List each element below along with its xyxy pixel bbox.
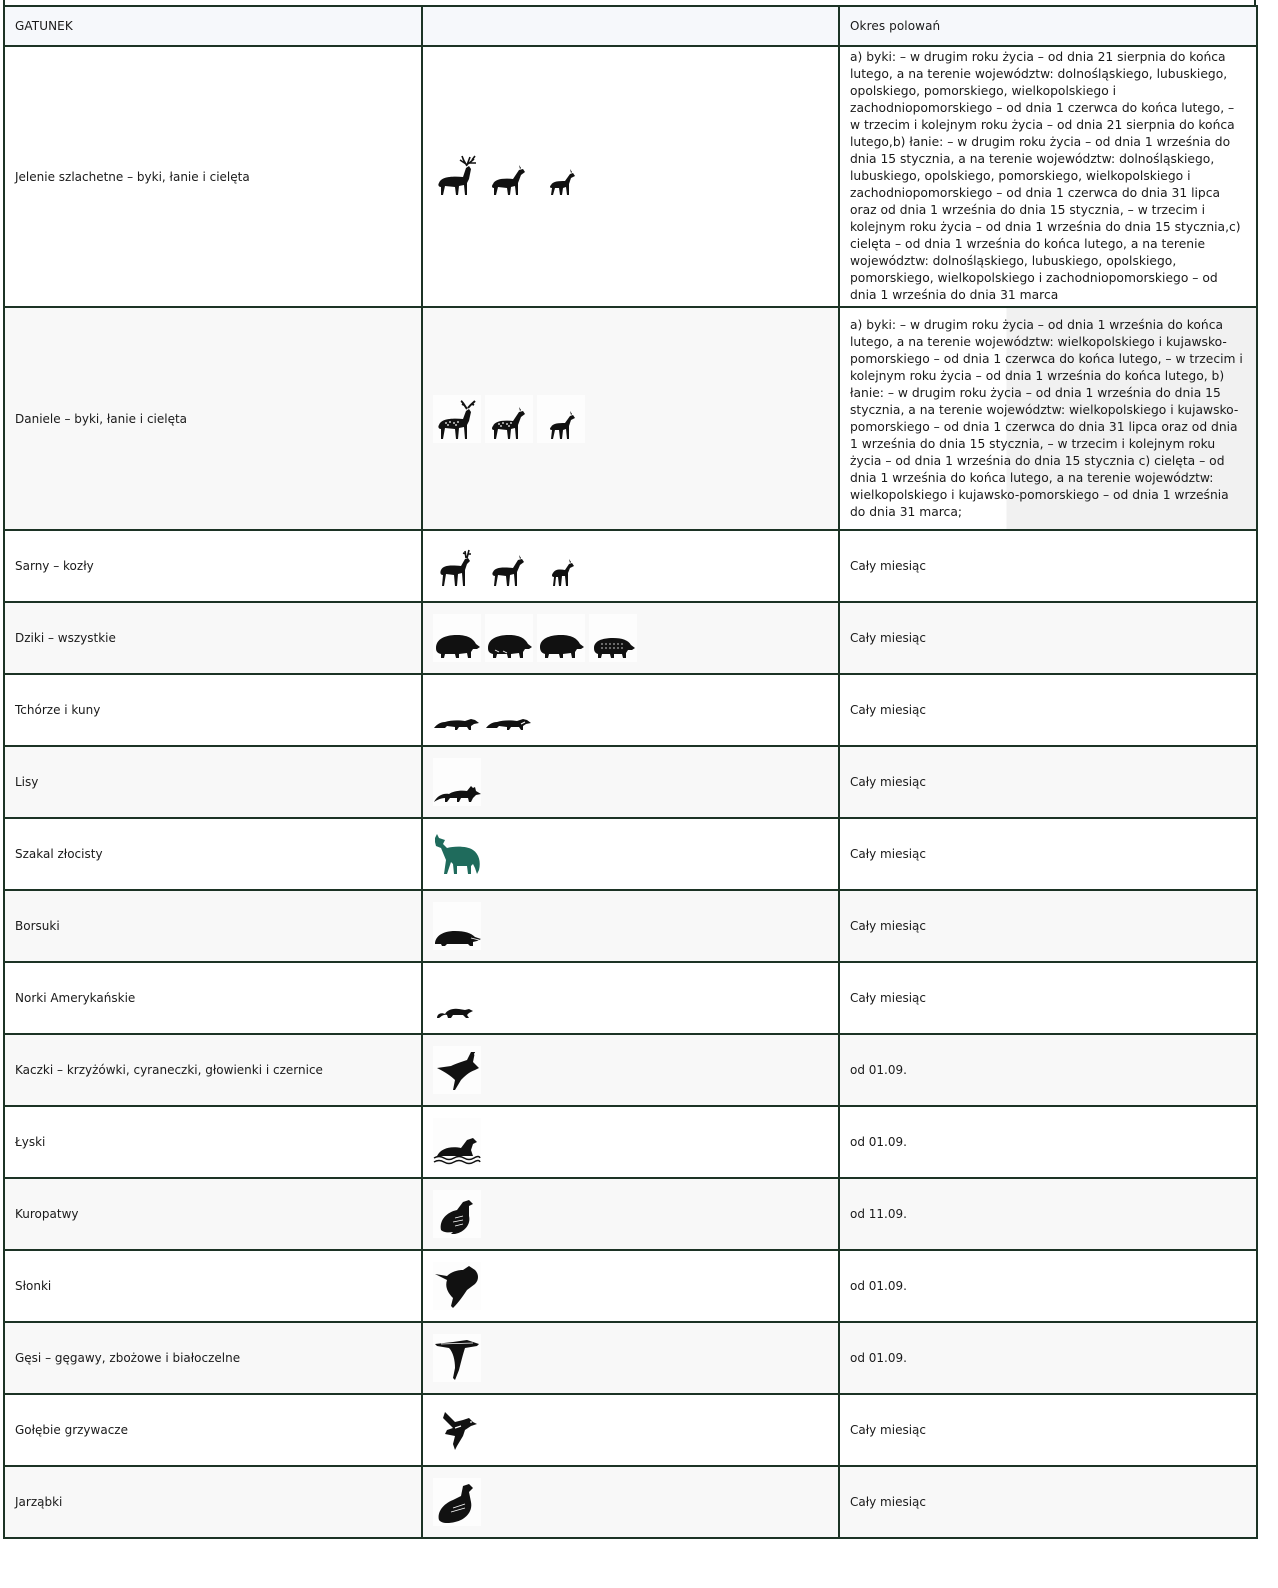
species-name: Jarząbki — [4, 1466, 422, 1538]
duck-icon — [433, 1046, 481, 1094]
species-name: Borsuki — [4, 890, 422, 962]
hunting-period: od 01.09. — [839, 1034, 1257, 1106]
species-name: Dziki – wszystkie — [4, 602, 422, 674]
mink-icon — [433, 974, 481, 1022]
table-row — [4, 818, 1257, 890]
species-name: Jelenie szlachetne – byki, łanie i cielęta — [4, 46, 422, 307]
table-row — [4, 674, 1257, 746]
species-icons — [422, 1394, 839, 1466]
hunting-period: Cały miesiąc — [839, 890, 1257, 962]
species-icons — [422, 818, 839, 890]
marten-icon — [485, 686, 533, 734]
species-icons — [422, 962, 839, 1034]
table-row — [4, 1394, 1257, 1466]
species-icons — [422, 1250, 839, 1322]
species-icons — [422, 746, 839, 818]
species-name: Norki Amerykańskie — [4, 962, 422, 1034]
fallow-deer-buck-icon — [433, 395, 481, 443]
table-header-row — [4, 6, 1257, 46]
wild-boar-icon — [537, 614, 585, 662]
species-icons — [422, 602, 839, 674]
wild-boar-icon — [485, 614, 533, 662]
goose-icon — [433, 1334, 481, 1382]
species-name: Słonki — [4, 1250, 422, 1322]
species-icons — [422, 46, 839, 307]
hunting-season-table — [3, 5, 1258, 1539]
hunting-period: Cały miesiąc — [839, 530, 1257, 602]
hunting-period: Cały miesiąc — [839, 674, 1257, 746]
polecat-icon — [433, 686, 481, 734]
table-row — [4, 1322, 1257, 1394]
species-name: Szakal złocisty — [4, 818, 422, 890]
hunting-period: Cały miesiąc — [839, 602, 1257, 674]
species-name: Łyski — [4, 1106, 422, 1178]
table-row — [4, 602, 1257, 674]
species-icons — [422, 1106, 839, 1178]
header-species: GATUNEK — [4, 6, 422, 46]
species-name: Kuropatwy — [4, 1178, 422, 1250]
table-row — [4, 307, 1257, 530]
species-icons — [422, 1466, 839, 1538]
fox-icon — [433, 758, 481, 806]
wild-boar-icon — [589, 614, 637, 662]
hunting-period: a) byki: – w drugim roku życia – od dnia 21 sierpnia do końca lutego, a na terenie województw: dolnośląskiego, lubuskiego, opolskiego, pomorskiego, wielkopolskiego i zachodniopomorskiego – od dnia 1 czerwca do końca lutego, – w trzecim i kolejnym roku życia – od dnia 21 sierpnia do końca lutego,b) łanie: – w drugim roku życia – od dnia 1 września do dnia 15 stycznia, a na terenie województw: dolnośląskiego, lubuskiego, opolskiego, pomorskiego, wielkopolskiego i zachodniopomorskiego – od dnia 1 czerwca do dnia 31 lipca oraz od dnia 1 września do dnia 15 stycznia, – w trzecim i kolejnym roku życia – od dnia 1 września do dnia 15 stycznia,c) cielęta – od dnia 1 września do końca lutego, a na terenie województw: dolnośląskiego, lubuskiego, opolskiego, pomorskiego, wielkopolskiego i zachodniopomorskiego – od dnia 1 września do dnia 31 marca — [839, 46, 1257, 307]
hunting-period: Cały miesiąc — [839, 746, 1257, 818]
table-row — [4, 962, 1257, 1034]
species-icons — [422, 307, 839, 530]
species-name: Gołębie grzywacze — [4, 1394, 422, 1466]
table-row — [4, 1250, 1257, 1322]
hunting-period: Cały miesiąc — [839, 1466, 1257, 1538]
roe-buck-icon — [433, 542, 481, 590]
hunting-period: Cały miesiąc — [839, 962, 1257, 1034]
species-icons — [422, 530, 839, 602]
wood-pigeon-icon — [433, 1406, 481, 1454]
fallow-deer-fawn-icon — [537, 395, 585, 443]
hazel-grouse-icon — [433, 1478, 481, 1526]
roe-kid-icon — [537, 542, 585, 590]
coot-icon — [433, 1118, 481, 1166]
species-name: Sarny – kozły — [4, 530, 422, 602]
table-row — [4, 1466, 1257, 1538]
hunting-period: od 01.09. — [839, 1250, 1257, 1322]
species-icons — [422, 890, 839, 962]
hunting-period: od 01.09. — [839, 1106, 1257, 1178]
table-row — [4, 1106, 1257, 1178]
header-icons — [422, 6, 839, 46]
species-name: Lisy — [4, 746, 422, 818]
partridge-icon — [433, 1190, 481, 1238]
red-deer-calf-icon — [537, 153, 585, 201]
species-icons — [422, 1034, 839, 1106]
table-row — [4, 890, 1257, 962]
table-row — [4, 1034, 1257, 1106]
table-row — [4, 1178, 1257, 1250]
golden-jackal-icon — [433, 830, 481, 878]
species-name: Daniele – byki, łanie i cielęta — [4, 307, 422, 530]
species-icons — [422, 674, 839, 746]
red-deer-hind-icon — [485, 153, 533, 201]
species-icons — [422, 1322, 839, 1394]
species-name: Gęsi – gęgawy, zbożowe i białoczelne — [4, 1322, 422, 1394]
hunting-period: Cały miesiąc — [839, 818, 1257, 890]
hunting-period: Cały miesiąc — [839, 1394, 1257, 1466]
species-name: Kaczki – krzyżówki, cyraneczki, głowienki i czernice — [4, 1034, 422, 1106]
table-row — [4, 530, 1257, 602]
hunting-period: od 11.09. — [839, 1178, 1257, 1250]
species-name: Tchórze i kuny — [4, 674, 422, 746]
table-row — [4, 46, 1257, 307]
woodcock-icon — [433, 1262, 481, 1310]
fallow-deer-doe-icon — [485, 395, 533, 443]
hunting-period: od 01.09. — [839, 1322, 1257, 1394]
header-period: Okres polowań — [839, 6, 1257, 46]
badger-icon — [433, 902, 481, 950]
roe-doe-icon — [485, 542, 533, 590]
hunting-period: a) byki: – w drugim roku życia – od dnia 1 września do końca lutego, a na terenie województw: wielkopolskiego i kujawsko-pomorskiego – od dnia 1 czerwca do końca lutego, – w trzecim i kolejnym roku życia – od dnia 1 września do końca lutego, b) łanie: – w drugim roku życia – od dnia 1 września do dnia 15 stycznia, a na terenie województw: wielkopolskiego i kujawsko-pomorskiego – od dnia 1 czerwca do dnia 31 lipca oraz od dnia 1 września do dnia 15 stycznia, – w trzecim i kolejnym roku życia – od dnia 1 września do dnia 15 stycznia c) cielęta – od dnia 1 września do końca lutego, a na terenie województw: wielkopolskiego i kujawsko-pomorskiego – od dnia 1 września do dnia 31 marca; — [839, 307, 1257, 530]
wild-boar-icon — [433, 614, 481, 662]
table-row — [4, 746, 1257, 818]
red-deer-stag-icon — [433, 153, 481, 201]
species-icons — [422, 1178, 839, 1250]
